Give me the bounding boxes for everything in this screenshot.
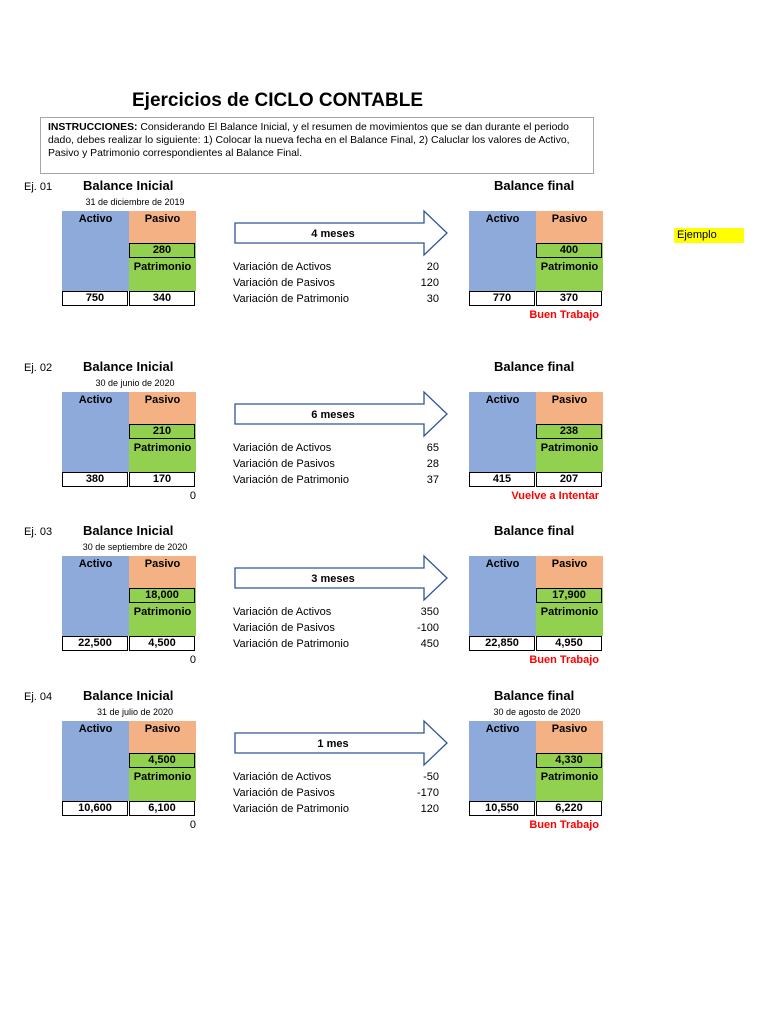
final-activo-header: Activo [485, 394, 520, 406]
exercise-label: Ej. 01 [24, 181, 53, 193]
var-pasivos-label: Variación de Pasivos [233, 622, 335, 634]
var-activos-value: 350 [420, 606, 439, 618]
final-activo-value[interactable]: 770 [469, 291, 535, 306]
initial-pasivo-header: Pasivo [144, 213, 181, 225]
var-pasivos-value: 120 [420, 277, 439, 289]
initial-pasivo-value: 4,500 [129, 753, 195, 768]
initial-patrimonio-header: Patrimonio [133, 261, 192, 273]
initial-pasivo-value: 210 [129, 424, 195, 439]
final-patrimonio-value[interactable]: 207 [536, 472, 602, 487]
initial-activo-value: 10,600 [62, 801, 128, 816]
var-patrimonio-value: 37 [426, 474, 439, 486]
balance-inicial-title: Balance Inicial [83, 688, 174, 703]
initial-activo-value: 750 [62, 291, 128, 306]
final-patrimonio-header: Patrimonio [540, 261, 599, 273]
initial-date: 31 de julio de 2020 [96, 707, 174, 717]
var-patrimonio-value: 30 [426, 293, 439, 305]
var-pasivos-label: Variación de Pasivos [233, 787, 335, 799]
initial-date: 30 de junio de 2020 [95, 378, 175, 388]
exercise-label: Ej. 04 [24, 691, 53, 703]
initial-patrimonio-value: 6,100 [129, 801, 195, 816]
var-activos-label: Variación de Activos [233, 606, 332, 618]
initial-date: 30 de septiembre de 2020 [82, 542, 188, 552]
balance-final-title: Balance final [494, 523, 575, 538]
exercise-block [0, 683, 768, 848]
final-activo-header: Activo [485, 723, 520, 735]
final-patrimonio-header: Patrimonio [540, 442, 599, 454]
final-patrimonio-value[interactable]: 4,950 [536, 636, 602, 651]
balance-final-title: Balance final [494, 178, 575, 193]
initial-patrimonio-header: Patrimonio [133, 442, 192, 454]
final-pasivo-value[interactable]: 238 [536, 424, 602, 439]
final-activo-header: Activo [485, 558, 520, 570]
final-pasivo-header: Pasivo [551, 558, 588, 570]
final-activo-value[interactable]: 10,550 [469, 801, 535, 816]
final-patrimonio-header: Patrimonio [540, 771, 599, 783]
exercise-label: Ej. 02 [24, 362, 53, 374]
var-patrimonio-value: 120 [420, 803, 439, 815]
var-pasivos-value: 28 [426, 458, 439, 470]
initial-activo-header: Activo [78, 213, 113, 225]
initial-activo-header: Activo [78, 558, 113, 570]
final-pasivo-header: Pasivo [551, 723, 588, 735]
period-label: 4 meses [311, 228, 355, 240]
final-activo-header: Activo [485, 213, 520, 225]
initial-activo-value: 22,500 [62, 636, 128, 651]
initial-activo-header: Activo [78, 394, 113, 406]
zero-check-value: 0 [189, 654, 196, 666]
balance-inicial-title: Balance Inicial [83, 523, 174, 538]
exercise-block [0, 354, 768, 519]
initial-patrimonio-header: Patrimonio [133, 771, 192, 783]
initial-date: 31 de diciembre de 2019 [85, 197, 185, 207]
page-title: Ejercicios de CICLO CONTABLE [132, 90, 424, 111]
final-pasivo-header: Pasivo [551, 394, 588, 406]
var-pasivos-value: -100 [416, 622, 439, 634]
initial-patrimonio-value: 4,500 [129, 636, 195, 651]
instructions-text: Considerando El Balance Inicial, y el resumen de movimientos que se dan durante el periodo dado, debes realizar lo siguiente: 1) Colocar la nueva fecha en el Balance Final, 2) Caluclar los valores de Activo, Pasivo y Patrimonio correspondientes al Balance Final. [48, 122, 570, 159]
initial-patrimonio-header: Patrimonio [133, 606, 192, 618]
balance-inicial-title: Balance Inicial [83, 178, 174, 193]
var-pasivos-label: Variación de Pasivos [233, 458, 335, 470]
initial-pasivo-value: 280 [129, 243, 195, 258]
instructions-heading: INSTRUCCIONES: [48, 122, 138, 133]
period-label: 6 meses [311, 409, 355, 421]
period-label: 3 meses [311, 573, 355, 585]
verdict-label: Vuelve a Intentar [511, 490, 599, 502]
var-patrimonio-label: Variación de Patrimonio [233, 474, 349, 486]
initial-pasivo-header: Pasivo [144, 558, 181, 570]
initial-activo-header: Activo [78, 723, 113, 735]
var-activos-value: 20 [426, 261, 439, 273]
var-activos-value: 65 [426, 442, 439, 454]
period-label: 1 mes [317, 738, 349, 750]
zero-check-value: 0 [189, 819, 196, 831]
var-pasivos-label: Variación de Pasivos [233, 277, 335, 289]
zero-check-value: 0 [189, 490, 196, 502]
final-pasivo-value[interactable]: 17,900 [536, 588, 602, 603]
exercise-block [0, 173, 768, 338]
var-activos-value: -50 [423, 771, 439, 783]
final-patrimonio-value[interactable]: 370 [536, 291, 602, 306]
final-pasivo-value[interactable]: 4,330 [536, 753, 602, 768]
var-activos-label: Variación de Activos [233, 442, 332, 454]
balance-inicial-title: Balance Inicial [83, 359, 174, 374]
var-activos-label: Variación de Activos [233, 261, 332, 273]
initial-pasivo-header: Pasivo [144, 394, 181, 406]
exercise-block [0, 518, 768, 683]
initial-activo-value: 380 [62, 472, 128, 487]
initial-pasivo-header: Pasivo [144, 723, 181, 735]
exercise-label: Ej. 03 [24, 526, 53, 538]
verdict-label: Buen Trabajo [529, 819, 599, 831]
final-patrimonio-value[interactable]: 6,220 [536, 801, 602, 816]
final-pasivo-header: Pasivo [551, 213, 588, 225]
final-activo-value[interactable]: 415 [469, 472, 535, 487]
var-patrimonio-value: 450 [420, 638, 439, 650]
var-patrimonio-label: Variación de Patrimonio [233, 638, 349, 650]
initial-pasivo-value: 18,000 [129, 588, 195, 603]
var-patrimonio-label: Variación de Patrimonio [233, 293, 349, 305]
var-pasivos-value: -170 [416, 787, 439, 799]
balance-final-title: Balance final [494, 359, 575, 374]
initial-patrimonio-value: 340 [129, 291, 195, 306]
verdict-label: Buen Trabajo [529, 654, 599, 666]
var-patrimonio-label: Variación de Patrimonio [233, 803, 349, 815]
example-tag: Ejemplo [674, 228, 744, 243]
final-activo-value[interactable]: 22,850 [469, 636, 535, 651]
initial-patrimonio-value: 170 [129, 472, 195, 487]
instructions-box [40, 117, 594, 174]
var-activos-label: Variación de Activos [233, 771, 332, 783]
verdict-label: Buen Trabajo [529, 309, 599, 321]
final-pasivo-value[interactable]: 400 [536, 243, 602, 258]
final-patrimonio-header: Patrimonio [540, 606, 599, 618]
final-date: 30 de agosto de 2020 [493, 707, 581, 717]
balance-final-title: Balance final [494, 688, 575, 703]
